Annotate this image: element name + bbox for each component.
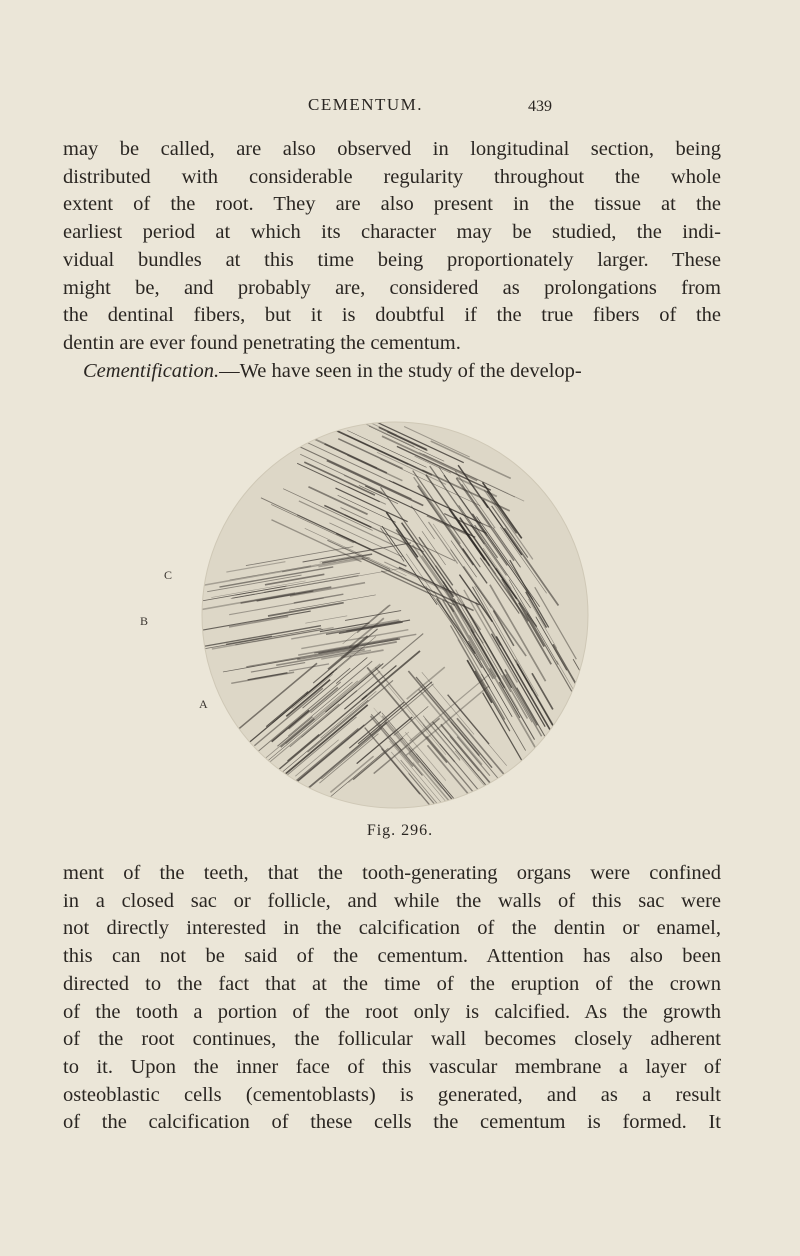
running-head: CEMENTUM.: [308, 95, 424, 114]
micrograph-illustration: [140, 410, 610, 820]
text-line: extent of the root. They are also present in the tissue at the: [63, 193, 721, 216]
text-line: not directly interested in the calcification of the dentin or enamel,: [63, 917, 721, 940]
text-line: of the root continues, the follicular wall becomes closely adherent: [63, 1028, 721, 1051]
section-heading: Cementification.: [83, 359, 220, 382]
text-line: of the calcification of these cells the cementum is formed. It: [63, 1111, 721, 1134]
text-line: vidual bundles at this time being proportionately larger. These: [63, 248, 721, 271]
text-line: might be, and probably are, considered as prolongations from: [63, 276, 721, 299]
text-line: of the tooth a portion of the root only is calcified. As the growth: [63, 1000, 721, 1023]
section-line: [63, 358, 721, 386]
label-c: C: [164, 568, 173, 582]
section-text: —We have seen in the study of the develop-: [219, 359, 582, 382]
paragraph-1: [63, 136, 721, 385]
text-line: ment of the teeth, that the tooth-generating organs were confined: [63, 862, 721, 884]
text-line: dentin are ever found penetrating the cementum.: [63, 331, 461, 354]
text-line: osteoblastic cells (cementoblasts) is generated, and as a result: [63, 1083, 721, 1106]
page-number: 439: [528, 98, 552, 115]
text-line: distributed with considerable regularity throughout the whole: [63, 165, 721, 188]
paragraph-2: [63, 860, 721, 1137]
figure-296: [140, 410, 610, 820]
page-header: [0, 95, 800, 125]
text-line: earliest period at which its character may be studied, the indi-: [63, 221, 721, 244]
text-line: directed to the fact that at the time of the eruption of the crown: [63, 972, 721, 995]
text-line: the dentinal fibers, but it is doubtful if the true fibers of the: [63, 304, 721, 327]
figure-caption: Fig. 296.: [366, 822, 434, 839]
label-b: B: [140, 614, 149, 628]
text-line: in a closed sac or follicle, and while the walls of this sac were: [63, 889, 721, 912]
text-line: to it. Upon the inner face of this vascular membrane a layer of: [63, 1055, 721, 1078]
label-a: A: [199, 697, 208, 711]
text-line: this can not be said of the cementum. Attention has also been: [63, 945, 721, 968]
text-line: may be called, are also observed in longitudinal section, being: [63, 138, 721, 160]
